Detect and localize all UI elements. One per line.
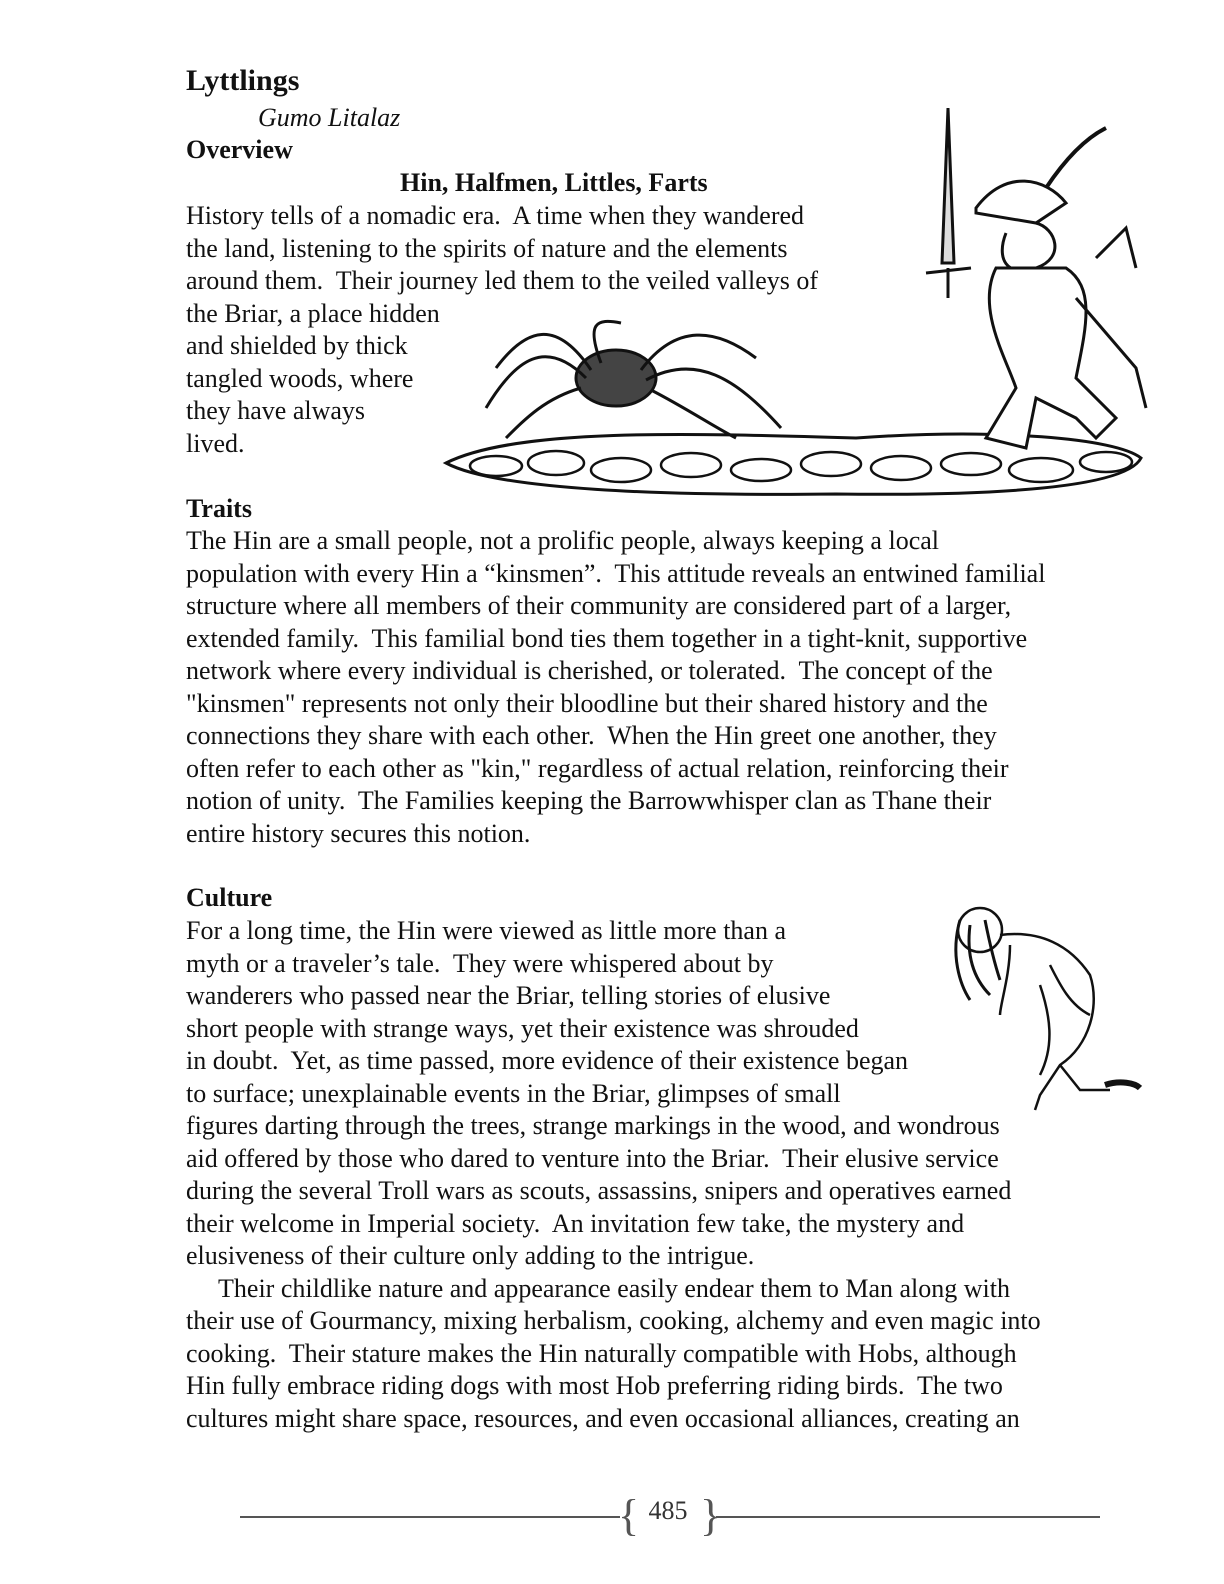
text-line: notion of unity. The Families keeping the Barrowwhisper clan as Thane their	[186, 786, 992, 815]
text-line: their welcome in Imperial society. An invitation few take, the mystery and	[186, 1208, 965, 1238]
text-line: lived.	[186, 428, 245, 458]
footer-brace-left: {	[618, 1491, 640, 1540]
text-line: cooking. Their stature makes the Hin naturally compatible with Hobs, although	[186, 1338, 1017, 1368]
footer-brace-right: }	[700, 1491, 722, 1540]
text-line: Hin fully embrace riding dogs with most Hob preferring riding birds. The two	[186, 1371, 1003, 1400]
text-line: during the several Troll wars as scouts, assassins, snipers and operatives earned	[186, 1176, 1012, 1205]
text-line: elusiveness of their culture only adding to the intrigue.	[186, 1241, 755, 1270]
page-title: Lyttlings	[186, 64, 300, 97]
text-line: the land, listening to the spirits of nature and the elements	[186, 233, 788, 263]
text-line: their use of Gourmancy, mixing herbalism, cooking, alchemy and even magic into	[186, 1306, 1041, 1335]
subtitle: Gumo Litalaz	[258, 103, 401, 132]
text-line: they have always	[186, 396, 366, 425]
culture-heading: Culture	[186, 883, 273, 912]
text-line: myth or a traveler’s tale. They were whispered about by	[186, 948, 774, 978]
text-line: in doubt. Yet, as time passed, more evidence of their existence began	[186, 1046, 909, 1075]
text-line: around them. Their journey led them to the veiled valleys of	[186, 266, 819, 295]
text-line: the Briar, a place hidden	[186, 298, 440, 328]
footer-rule-right	[716, 1516, 1100, 1518]
text-line: structure where all members of their community are considered part of a larger,	[186, 591, 1012, 620]
footer-rule-left	[240, 1516, 620, 1518]
text-line: figures darting through the trees, strange markings in the wood, and wondrous	[186, 1111, 1000, 1140]
text-line: cultures might share space, resources, and even occasional alliances, creating an	[186, 1403, 1020, 1433]
girl-illustration	[940, 905, 1150, 1113]
text-line: and shielded by thick	[186, 331, 408, 360]
text-line: to surface; unexplainable events in the Briar, glimpses of small	[186, 1078, 841, 1108]
gnome-spider-illustration	[436, 108, 1156, 500]
traits-heading: Traits	[186, 494, 252, 523]
page-number: 485	[648, 1496, 688, 1525]
text-line: extended family. This familial bond ties them together in a tight-knit, supportive	[186, 623, 1028, 653]
text-line: aid offered by those who dared to venture into the Briar. Their elusive service	[186, 1143, 999, 1173]
text-line: short people with strange ways, yet their existence was shrouded	[186, 1013, 859, 1043]
text-line: often refer to each other as "kin," regardless of actual relation, reinforcing their	[186, 753, 1009, 783]
text-line: connections they share with each other. When the Hin greet one another, they	[186, 721, 997, 750]
text-line: The Hin are a small people, not a prolific people, always keeping a local	[186, 526, 939, 555]
text-line: wanderers who passed near the Briar, telling stories of elusive	[186, 981, 831, 1010]
text-line: Their childlike nature and appearance easily endear them to Man along with	[186, 1273, 1010, 1303]
text-line: For a long time, the Hin were viewed as little more than a	[186, 916, 786, 945]
text-line: population with every Hin a “kinsmen”. This attitude reveals an entwined familial	[186, 558, 1046, 588]
text-line: entire history secures this notion.	[186, 818, 531, 848]
text-line: History tells of a nomadic era. A time when they wandered	[186, 201, 805, 230]
text-line: tangled woods, where	[186, 363, 414, 393]
overview-aliases: Hin, Halfmen, Littles, Farts	[400, 168, 708, 197]
text-line: "kinsmen" represents not only their bloodline but their shared history and the	[186, 688, 988, 718]
overview-heading: Overview	[186, 135, 293, 164]
text-line: network where every individual is cherished, or tolerated. The concept of the	[186, 656, 993, 685]
